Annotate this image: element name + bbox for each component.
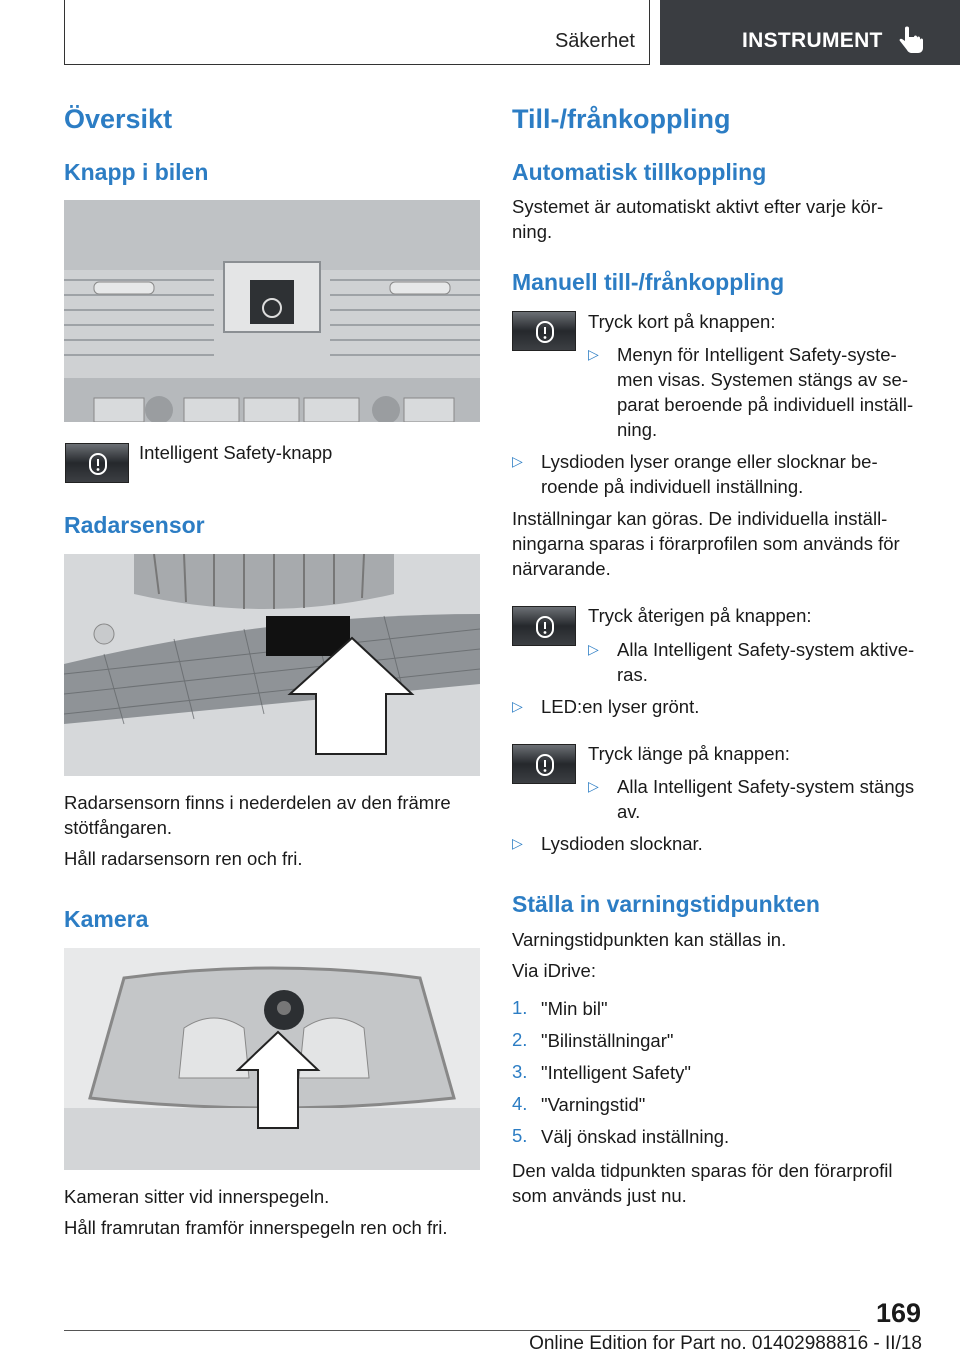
b1-sub-line4: ning. [617,419,658,440]
safety-button-icon-1 [512,311,576,351]
b1-sub-line1: Menyn för Intelligent Safety-syste- [617,344,897,365]
header-chapter-label: INSTRUMENT [742,29,883,52]
bullet-marker: ▷ [588,346,599,362]
final-text-line1: Den valda tidpunkten sparas för den förarprofil [512,1160,893,1181]
radar-text-line2: stötfångaren. [64,817,172,838]
settings-text-line2: ningarna sparas i förarprofilen som används för [512,533,900,554]
heading-radarsensor: Radarsensor [64,512,205,538]
header-section-tab [64,0,650,65]
b3-sub-line2: av. [617,801,641,822]
step-number: 2. [512,1029,528,1050]
via-idrive-text: Via iDrive: [512,960,596,981]
camera-image [64,948,480,1170]
page-number: 169 [876,1298,922,1328]
warn-text: Varningstidpunkten kan ställas in. [512,929,787,950]
b2-sub-line1: Alla Intelligent Safety-system aktive- [617,639,915,660]
radar-text-line3: Håll radarsensorn ren och fri. [64,848,303,869]
knapp-caption: Intelligent Safety-knapp [139,442,333,463]
b3-sub-line1: Alla Intelligent Safety-system stängs [617,776,915,797]
b1-sub-line3: parat beroende på individuell inställ- [617,394,914,415]
step-text: "Min bil" [541,998,608,1019]
bullet-marker: ▷ [512,698,523,714]
header-chapter-tab [660,0,960,65]
heading-varningstidpunkt: Ställa in varningstidpunkten [512,891,820,917]
intelligent-safety-button-icon [65,443,129,483]
press-again-label: Tryck återigen på knappen: [588,605,812,626]
auto-text-line1: Systemet är automatiskt aktivt efter varje kör- [512,196,884,217]
step-number: 3. [512,1061,528,1082]
hand-pointer-icon [896,26,926,54]
step-number: 5. [512,1125,528,1146]
step-text: "Varningstid" [541,1094,646,1115]
step-number: 4. [512,1093,528,1114]
press-long-label: Tryck länge på knappen: [588,743,790,764]
safety-button-icon-3 [512,744,576,784]
final-text-line2: som används just nu. [512,1185,687,1206]
heading-automatisk-tillkoppling: Automatisk tillkoppling [512,159,767,185]
b1-item-line1: Lysdioden lyser orange eller slocknar be- [541,451,878,472]
radar-sensor-image [64,554,480,776]
kamera-text-line1: Kameran sitter vid innerspegeln. [64,1186,330,1207]
heading-till-frankoppling: Till-/frånkoppling [512,104,731,134]
b3-item-line1: Lysdioden slocknar. [541,833,703,854]
header-section-label: Säkerhet [554,30,635,52]
dashboard-button-image [64,200,480,422]
step-number: 1. [512,997,528,1018]
b2-item-line1: LED:en lyser grönt. [541,696,700,717]
heading-knapp-i-bilen: Knapp i bilen [64,159,209,185]
b2-sub-line2: ras. [617,664,648,685]
heading-manuell-till-frankoppling: Manuell till-/frånkoppling [512,269,785,295]
settings-text-line1: Inställningar kan göras. De individuella inställ- [512,508,888,529]
settings-text-line3: närvarande. [512,558,611,579]
heading-kamera: Kamera [64,906,149,932]
step-text: "Bilinställningar" [541,1030,674,1051]
radar-text-line1: Radarsensorn finns i nederdelen av den främre [64,792,451,813]
bullet-marker: ▷ [512,835,523,851]
step-text: "Intelligent Safety" [541,1062,691,1083]
bullet-marker: ▷ [512,453,523,469]
page-title-oversikt: Översikt [64,104,173,134]
kamera-text-line2: Håll framrutan framför innerspegeln ren och fri. [64,1217,448,1238]
b1-item-line2: roende på individuell inställning. [541,476,804,497]
bullet-marker: ▷ [588,778,599,794]
step-text: Välj önskad inställning. [541,1126,730,1147]
auto-text-line2: ning. [512,221,553,242]
b1-sub-line2: men visas. Systemen stängs av se- [617,369,908,390]
safety-button-icon-2 [512,606,576,646]
press-short-label: Tryck kort på knappen: [588,311,776,332]
footer-edition: Online Edition for Part no. 01402988816 - II/18 [529,1333,922,1354]
bullet-marker: ▷ [588,641,599,657]
footer-divider [64,1330,860,1331]
